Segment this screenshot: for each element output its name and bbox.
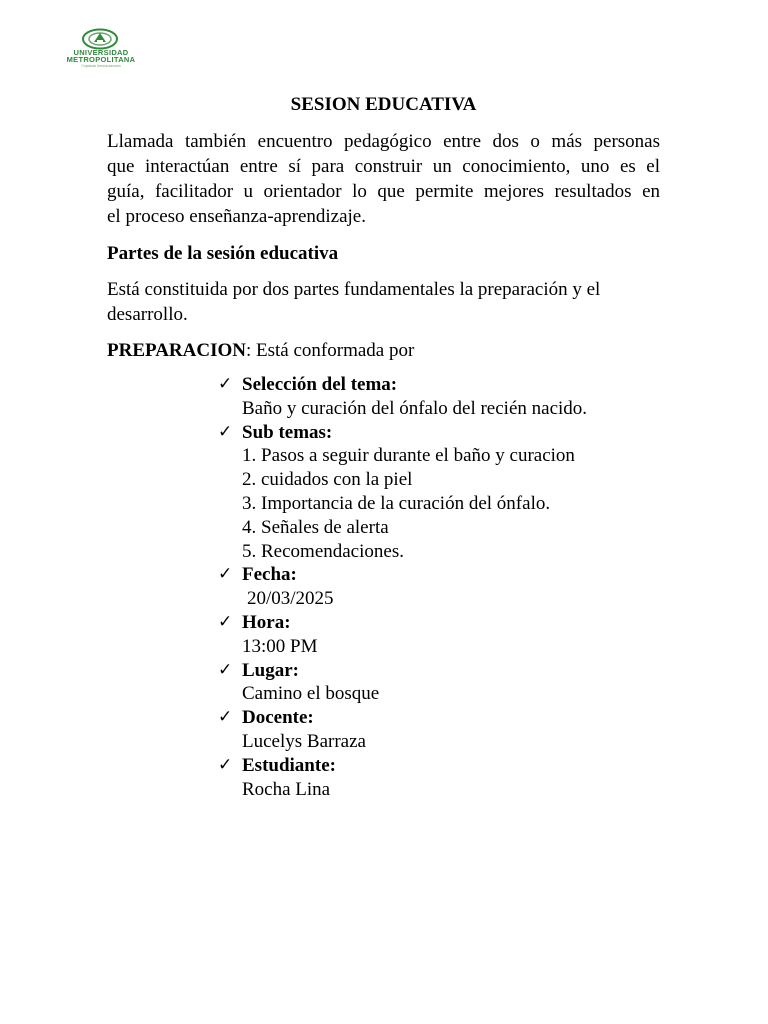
item-label: Hora: [242,611,291,633]
checklist-item-subtemas [218,421,587,564]
item-label: Fecha: [242,564,297,586]
checklist-item-hora [218,611,587,659]
preparacion-line [107,338,660,363]
checklist-item-lugar [218,659,587,707]
item-label: Estudiante: [242,754,336,776]
document-body [107,92,660,375]
parts-line: Está constituida por dos partes fundamentales la preparación y el [107,279,601,300]
checklist-item-docente [218,706,587,754]
intro-line: Llamada también encuentro pedagógico entre dos o más personas [107,131,660,152]
preparacion-text: : Está conformada por [245,340,415,361]
logo-tagline: Copiando Innova-sección [81,64,121,68]
item-value: Lucelys Barraza [242,730,366,752]
item-label: Sub temas: [242,421,333,443]
section-heading: Partes de la sesión educativa [107,243,339,264]
intro-line: guía, facilitador u orientador lo que permite mejores resultados en [107,181,660,202]
checklist-item-fecha [218,563,587,611]
checkmark-icon: ✓ [218,421,233,442]
item-label: Selección del tema: [242,374,398,395]
document-title: SESION EDUCATIVA [290,94,477,115]
logo-text-line1: UNIVERSIDAD [73,48,129,57]
university-emblem-icon [81,28,119,50]
checkmark-icon: ✓ [218,659,233,680]
preparacion-label: PREPARACION [107,340,246,361]
subtopic-item: 5. Recomendaciones. [242,540,404,562]
checklist-item-estudiante [218,754,587,802]
item-value: Baño y curación del ónfalo del recién nacido. [242,397,588,419]
item-value: 13:00 PM [242,635,318,657]
university-logo [50,27,152,67]
item-value: Rocha Lina [242,778,331,800]
checkmark-icon: ✓ [218,564,233,585]
parts-line: desarrollo. [107,304,188,325]
item-value: Camino el bosque [242,683,380,705]
item-label: Docente: [242,707,314,729]
parts-paragraph [107,277,660,327]
intro-line: el proceso enseñanza-aprendizaje. [107,206,366,227]
item-value: 20/03/2025 [247,588,334,610]
subtopic-item: 4. Señales de alerta [242,516,389,538]
subtopic-item: 3. Importancia de la curación del ónfalo. [242,492,551,514]
subtopic-item: 1. Pasos a seguir durante el baño y curacion [242,445,575,467]
checklist-item-tema [218,373,587,421]
intro-paragraph [107,129,660,229]
checkmark-icon: ✓ [218,707,233,728]
preparation-checklist [218,373,587,801]
checkmark-icon: ✓ [218,611,233,632]
logo-text-line2: METROPOLITANA [66,55,136,64]
checkmark-icon: ✓ [218,374,233,394]
subtopic-item: 2. cuidados con la piel [242,469,413,491]
checkmark-icon: ✓ [218,754,233,775]
item-label: Lugar: [242,659,299,681]
intro-line: que interactúan entre sí para construir un conocimiento, uno es el [107,156,660,177]
